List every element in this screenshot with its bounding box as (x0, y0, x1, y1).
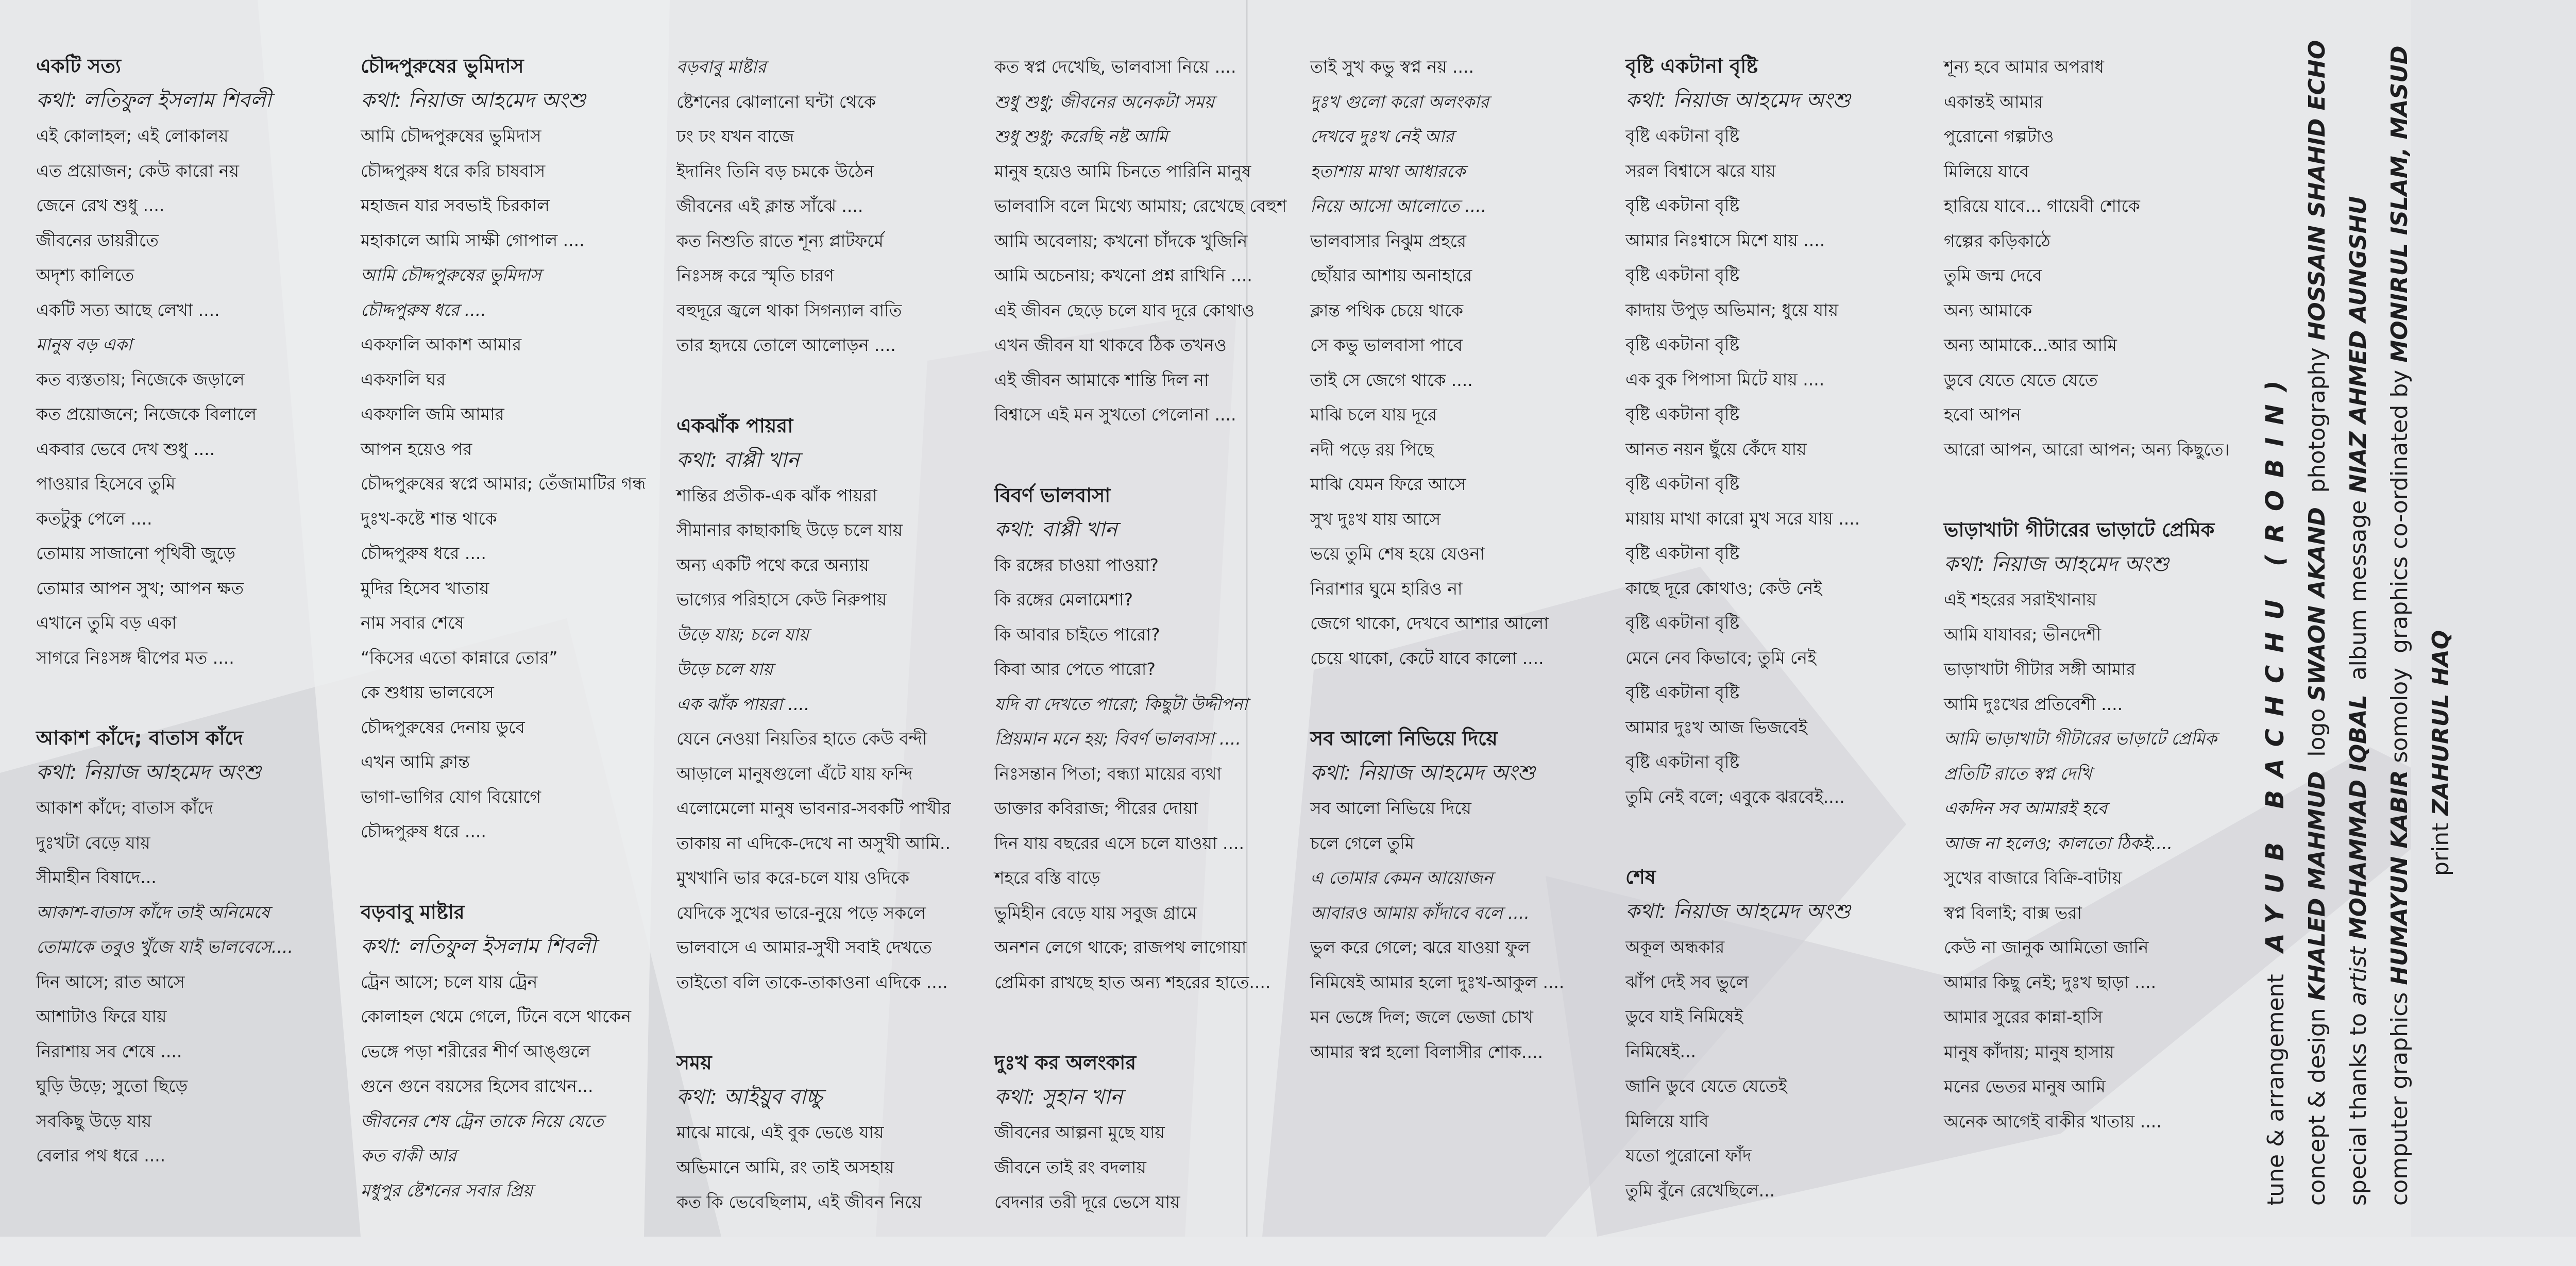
lyric-line: একফালি জমি আমার (361, 404, 504, 424)
lyricist-credit: কথা: নিয়াজ আহমেদ অংশু (361, 89, 586, 112)
lyric-line: যেদিকে সুখের ভারে-নুয়ে পড়ে সকলে (676, 902, 926, 923)
credit-role: graphics co-ordinated by (2386, 369, 2413, 653)
lyric-line: এই জীবন ছেড়ে চলে যাব দূরে কোথাও (994, 300, 1255, 320)
lyric-line: মহাজন যার সবভাই চিরকাল (361, 195, 550, 215)
lyric-line: কেউ না জানুক আমিতো জানি (1944, 937, 2149, 957)
lyric-line: চৌদ্দপুরুষ ধরে করি চাষবাস (361, 160, 546, 181)
lyric-line: এই শহরের সরাইখানায় (1944, 589, 2097, 610)
lyric-line: আমি চৌদ্দপুরুষের ভুমিদাস (361, 126, 541, 146)
song-title: বড়বাবু মাষ্টার (361, 900, 465, 923)
lyric-line: চৌদ্দপুরুষ ধরে .... (361, 543, 486, 563)
lyric-line: ভাগা-ভাগির যোগ বিয়োগে (361, 786, 541, 807)
lyric-line: চৌদ্দপুরুষ ধরে .... (361, 821, 486, 841)
lyric-line: বৃষ্টি একটানা বৃষ্টি (1625, 543, 1740, 563)
lyric-line: চৌদ্দপুরুষের স্বপ্নে আমার; তেঁজামাটির গন্ধ (361, 474, 646, 494)
credit-name: ZAHURUL HAQ (2428, 630, 2454, 816)
lyric-line: নাম সবার শেষে (361, 613, 464, 633)
lyric-line: উড়ে যায়; চলে যায় (676, 624, 809, 645)
song-section (676, 1046, 965, 1220)
lyric-line: আপন হয়েও পর (361, 438, 472, 459)
lyric-line: মানুষ বড় একা (36, 334, 132, 355)
lyric-line: নিঃসঙ্গ করে স্মৃতি চারণ (676, 265, 834, 285)
lyric-line: অন্য আমাকে (1944, 300, 2032, 320)
lyric-line: বৃষ্টি একটানা বৃষ্টি (1625, 334, 1740, 355)
lyrics-column-6 (1625, 49, 1914, 1254)
lyricist-credit: কথা: লতিফুল ইসলাম শিবলী (361, 934, 596, 958)
lyric-line: কে শুধায় ভালবেসে (361, 682, 494, 702)
lyric-line: চৌদ্দপুরুষ ধরে .... (361, 299, 486, 320)
song-section (994, 1046, 1283, 1220)
lyric-line: শুধু শুধু; করেছি নষ্ট আমি (994, 126, 1168, 146)
lyric-line: এ তোমার কেমন আয়োজন (1310, 868, 1493, 888)
lyric-line: মাঝে মাঝে, এই বুক ভেঙে যায় (676, 1122, 884, 1142)
lyric-line: বিশ্বাসে এই মন সুখতো পেলোনা .... (994, 404, 1236, 425)
lyric-line: ছোঁয়ার আশায় অনাহারে (1310, 265, 1472, 285)
lyric-line: বৃষ্টি একটানা বৃষ্টি (1625, 404, 1740, 424)
lyric-line: আবারও আমায় কাঁদাবে বলে .... (1310, 902, 1530, 923)
lyric-line: এখন আমি ক্লান্ত (361, 752, 470, 772)
lyric-line: এত প্রয়োজন; কেউ কারো নয় (36, 160, 240, 181)
lyric-line: কত বাকী আর (361, 1145, 456, 1166)
lyric-line: শুধু শুধু; জীবনের অনেকটা সময় (994, 91, 1215, 112)
lyric-line: তার হৃদয়ে তোলে আলোড়ন .... (676, 335, 896, 355)
lyric-line: আমার সুরের কান্না-হাসি (1944, 1007, 2103, 1027)
credit-role: concept & design (2304, 1008, 2330, 1206)
credit-role: artist (2345, 947, 2371, 1006)
lyric-line: বড়বাবু মাষ্টার (676, 57, 767, 77)
lyric-line: উড়ে চলে যায় (676, 659, 773, 679)
credit-line-concept (2297, 40, 2338, 1206)
lyric-line: সীমাহীন বিষাদে... (36, 867, 157, 887)
lyric-line: ঝাঁপ দেই সব ভুলে (1625, 971, 1749, 992)
lyric-line: অন্য একটি পথে করে অন্যায় (676, 554, 869, 575)
song-section (1310, 49, 1599, 676)
lyric-line: আকাশ কাঁদে; বাতাস কাঁদে (36, 798, 213, 818)
lyric-line: দুঃখ গুলো করো অলংকার (1310, 91, 1489, 112)
lyric-line: মুখখানি ভার করে-চলে যায় ওদিকে (676, 868, 910, 888)
lyric-line: মাঝি চলে যায় দূরে (1310, 404, 1437, 425)
lyric-line: মন ভেঙ্গে দিল; জলে ভেজা চোখ (1310, 1007, 1533, 1027)
credit-role: photography (2304, 347, 2330, 493)
lyric-line: বৃষ্টি একটানা বৃষ্টি (1625, 752, 1740, 772)
lyricist-credit: কথা: নিয়াজ আহমেদ অংশু (1310, 761, 1535, 785)
lyric-line: সবকিছু উড়ে যায় (36, 1110, 152, 1131)
song-section (1944, 49, 2232, 467)
lyric-line: অকূল অন্ধকার (1625, 937, 1725, 957)
lyric-line: দিন আসে; রাত আসে (36, 971, 185, 992)
lyric-line: জানি ডুবে যেতে যেতেই (1625, 1076, 1787, 1096)
lyric-line: গল্পের কড়িকাঠে (1944, 230, 2050, 251)
credit-line-print (2420, 155, 2462, 1206)
lyric-line: সীমানার কাছাকাছি উড়ে চলে যায় (676, 520, 903, 540)
lyric-line: অভিমানে আমি, রং তাই অসহায় (676, 1157, 894, 1177)
lyric-line: কাদায় উপুড় অভিমান; ধুয়ে যায় (1625, 299, 1839, 320)
lyrics-column-3 (676, 49, 965, 1266)
song-title: দুঃখ কর অলংকার (994, 1051, 1137, 1074)
lyricist-credit: কথা: বাপ্পী খান (676, 448, 800, 472)
lyric-line: পাওয়ার হিসেবে তুমি (36, 474, 176, 494)
lyric-line: কত কি ভেবেছিলাম, এই জীবন নিয়ে (676, 1192, 922, 1212)
lyric-line: আজ না হলেও; কালতো ঠিকই.... (1944, 833, 2173, 853)
lyric-line: কি রঙ্গের মেলামেশা? (994, 589, 1133, 610)
lyric-line: ক্লান্ত পথিক চেয়ে থাকে (1310, 300, 1464, 320)
song-title: আকাশ কাঁদে; বাতাস কাঁদে (36, 727, 243, 749)
lyric-line: নিমিষেই... (1625, 1041, 1696, 1061)
song-section (676, 409, 965, 1000)
song-title: একঝাঁক পায়রা (676, 414, 793, 437)
lyricist-credit: কথা: নিয়াজ আহমেদ অংশু (1625, 900, 1851, 923)
lyric-line: আমার দুঃখ আজ ভিজবেই (1625, 717, 1807, 737)
lyricist-credit: কথা: নিয়াজ আহমেদ অংশু (1944, 552, 2169, 576)
lyric-line: মায়ায় মাখা কারো মুখ সরে যায় .... (1625, 508, 1860, 529)
lyric-line: দুঃখ-কষ্টে শান্ত থাকে (361, 508, 497, 529)
lyric-line: চেয়ে থাকো, কেটে যাবে কালো .... (1310, 648, 1544, 668)
lyric-line: আমি যাযাবর; ভীনদেশী (1944, 624, 2102, 645)
lyric-line: নিয়ে আসো আলোতে .... (1310, 196, 1487, 216)
lyric-line: কত স্বপ্ন দেখেছি, ভালবাসা নিয়ে .... (994, 57, 1236, 77)
lyrics-column-7 (1944, 49, 2232, 1185)
song-title: চৌদ্দপুরুষের ভুমিদাস (361, 55, 524, 77)
lyric-line: দিন যায় বছরের এসে চলে যাওয়া .... (994, 833, 1245, 853)
song-section (1310, 722, 1599, 1069)
lyric-line: একফালি আকাশ আমার (361, 334, 522, 355)
lyric-line: বৃষ্টি একটানা বৃষ্টি (1625, 195, 1740, 215)
lyric-line: বৃষ্টি একটানা বৃষ্টি (1625, 265, 1740, 285)
song-section (994, 479, 1283, 1000)
lyric-line: জীবনের এই ক্লান্ত সাঁঝে .... (676, 196, 863, 216)
credit-role: computer graphics (2386, 992, 2413, 1206)
lyric-line: তাকায় না এদিকে-দেখে না অসুখী আমি.. (676, 833, 951, 853)
lyric-line: যদি বা দেখতে পারো; কিছুটা উদ্দীপনা (994, 694, 1248, 714)
lyric-line: ভালবাসি বলে মিথ্যে আমায়; রেখেছে বেহুশ (994, 196, 1287, 216)
lyric-line: আড়ালে মানুষগুলো এঁটে যায় ফন্দি (676, 763, 913, 784)
lyric-line: মেনে নেব কিভাবে; তুমি নেই (1625, 647, 1817, 668)
lyric-line: এক ঝাঁক পায়রা .... (676, 694, 810, 714)
lyric-line: ষ্টেশনের ঝোলানো ঘন্টা থেকে (676, 91, 876, 112)
lyric-line: হারিয়ে যাবে... গায়েবী শোকে (1944, 196, 2140, 216)
lyric-line: আমার কিছু নেই; দুঃখ ছাড়া .... (1944, 972, 2157, 992)
lyric-line: এলোমেলো মানুষ ভাবনার-সবকটি পাখীর (676, 798, 951, 818)
lyric-line: কিবা আর পেতে পারো? (994, 659, 1156, 679)
lyric-line: এখন জীবন যা থাকবে ঠিক তখনও (994, 335, 1227, 355)
lyric-line: আমি অবেলায়; কখনো চাঁদকে খুজিনি (994, 230, 1248, 251)
lyric-line: অন্য আমাকে...আর আমি (1944, 335, 2117, 355)
lyric-line: সাগরে নিঃসঙ্গ দ্বীপের মত .... (36, 647, 234, 668)
lyric-line: মিলিয়ে যাবি (1625, 1110, 1709, 1131)
lyric-line: নিমিষেই আমার হলো দুঃখ-আকুল .... (1310, 972, 1565, 992)
lyric-line: কতটুকু পেলে .... (36, 508, 152, 529)
song-section (994, 49, 1287, 432)
song-section (1944, 513, 2232, 1139)
credit-name: MOHAMMAD IQBAL (2345, 695, 2371, 940)
lyric-line: এখানে তুমি বড় একা (36, 613, 177, 633)
lyric-line: শান্তির প্রতীক-এক ঝাঁক পায়রা (676, 485, 877, 505)
lyric-line: একফালি ঘর (361, 369, 446, 390)
lyric-line: একদিন সব আমারই হবে (1944, 798, 2107, 818)
lyric-line: নিঃসন্তান পিতা; বন্ধ্যা মায়ের ব্যথা (994, 763, 1222, 784)
lyric-line: সে কভু ভালবাসা পাবে (1310, 335, 1463, 355)
lyric-line: মনের ভেতর মানুষ আমি (1944, 1076, 2106, 1096)
song-title: সময় (676, 1051, 712, 1074)
lyrics-column-5 (1310, 49, 1599, 1116)
song-section (361, 49, 649, 849)
lyric-line: ঘুড়ি উড়ে; সুতো ছিড়ে (36, 1076, 188, 1096)
lyric-line: বৃষ্টি একটানা বৃষ্টি (1625, 126, 1740, 146)
lyric-line: হতাশায় মাথা আধারকে (1310, 161, 1466, 181)
lyric-line: জীবনে তাই রং বদলায় (994, 1157, 1146, 1177)
credit-line-thanks (2338, 155, 2379, 1206)
lyric-line: আমি ভাড়াখাটা গীটারের ভাড়াটে প্রেমিক (1944, 729, 2217, 749)
song-title: সব আলো নিভিয়ে দিয়ে (1310, 727, 1498, 750)
lyric-line: সরল বিশ্বাসে ঝরে যায় (1625, 160, 1776, 181)
credit-role: somoloy (2386, 667, 2413, 763)
lyric-line: ভালবাসার নিঝুম প্রহরে (1310, 230, 1467, 251)
lyric-line: সুখ দুঃখ যায় আসে (1310, 509, 1441, 529)
song-section (36, 721, 325, 1173)
lyric-line: দেখবে দুঃখ নেই আর (1310, 126, 1454, 146)
lyric-line: বেদনার তরী দূরে ভেসে যায় (994, 1192, 1180, 1212)
credit-name: NIAZ AHMED AUNGSHU (2345, 196, 2371, 493)
lyric-line: বৃষ্টি একটানা বৃষ্টি (1625, 613, 1740, 633)
song-section (1625, 49, 1914, 814)
credit-name: SWAON AKAND (2304, 507, 2330, 701)
lyric-line: জেনে রেখ শুধু .... (36, 195, 165, 215)
credit-role: logo (2304, 708, 2330, 757)
album-credits (2255, 40, 2462, 1206)
lyric-line: মিলিয়ে যাবে (1944, 161, 2029, 181)
lyric-line: ভাড়াখাটা গীটার সঙ্গী আমার (1944, 659, 2136, 679)
lyric-line: শহরে বস্তি বাড়ে (994, 868, 1100, 888)
credit-name: MONIRUL ISLAM, MASUD (2386, 45, 2413, 363)
song-section (676, 49, 965, 363)
lyric-line: ডুবে যাই নিমিষেই (1625, 1006, 1743, 1026)
lyrics-column-4 (994, 49, 1287, 1266)
lyric-line: অনেক আগেই বাকীর খাতায় .... (1944, 1111, 2162, 1132)
lyric-line: মহাকালে আমি সাক্ষী গোপাল .... (361, 230, 585, 250)
credit-name: HUMAYUN KABIR (2386, 770, 2413, 985)
song-section (361, 896, 649, 1208)
lyric-line: মাঝি যেমন ফিরে আসে (1310, 474, 1466, 494)
lyric-line: আমি চৌদ্দপুরুষের ভুমিদাস (361, 265, 541, 285)
lyricist-credit: কথা: আইয়ুব বাচ্চু (676, 1085, 823, 1109)
lyricist-credit: কথা: নিয়াজ আহমেদ অংশু (1625, 89, 1851, 112)
lyric-line: কি আবার চাইতে পারো? (994, 624, 1160, 645)
lyric-line: চৌদ্দপুরুষের দেনায় ডুবে (361, 717, 525, 737)
lyricist-credit: কথা: সুহান খান (994, 1085, 1123, 1109)
lyric-line: তুমি জন্ম দেবে (1944, 265, 2042, 285)
lyric-line: নদী পড়ে রয় পিছে (1310, 439, 1434, 460)
lyric-line: গুনে গুনে বয়সের হিসেব রাখেন... (361, 1076, 594, 1096)
lyric-line: হবো আপন (1944, 404, 2021, 425)
lyric-line: এক বুক পিপাসা মিটে যায় .... (1625, 369, 1825, 390)
lyric-line: জীবনের আল্পনা মুছে যায় (994, 1122, 1165, 1142)
lyricist-credit: কথা: লতিফুল ইসলাম শিবলী (36, 89, 272, 112)
lyric-line: আরো আপন, আরো আপন; অন্য কিছুতে। (1944, 439, 2230, 460)
lyricist-credit: কথা: বাপ্পী খান (994, 517, 1117, 542)
lyric-line: চলে গেলে তুমি (1310, 833, 1415, 853)
lyric-line: তুমি বুঁনে রেখেছিলে... (1625, 1180, 1775, 1201)
credit-line-tune (2255, 155, 2297, 1206)
lyric-line: বেলার পথ ধরে .... (36, 1145, 166, 1166)
lyric-line: বহুদূরে জ্বলে থাকা সিগন্যাল বাতি (676, 300, 902, 320)
lyric-line: তুমি নেই বলে; এবুকে ঝরবেই.... (1625, 786, 1845, 807)
song-title: বৃষ্টি একটানা বৃষ্টি (1625, 55, 1758, 77)
lyric-line: ইদানিং তিনি বড় চমকে উঠেন (676, 161, 874, 181)
lyric-line: এই কোলাহল; এই লোকালয় (36, 126, 229, 146)
lyric-line: ভয়ে তুমি শেষ হয়ে যেওনা (1310, 544, 1485, 564)
credit-name: HOSSAIN SHAHID ECHO (2304, 40, 2330, 341)
song-title: বিবর্ণ ভালবাসা (994, 483, 1111, 507)
lyric-line: কত ব্যস্ততায়; নিজেকে জড়ালে (36, 369, 245, 390)
song-title: একটি সত্য (36, 55, 121, 77)
lyric-line: কত নিশুতি রাতে শূন্য প্লাটফর্মে (676, 230, 884, 251)
lyric-line: ভুল করে গেলে; ঝরে যাওয়া ফুল (1310, 937, 1531, 957)
lyric-line: অদৃশ্য কালিতে (36, 265, 134, 285)
lyric-line: তোমার আপন সুখ; আপন ক্ষত (36, 578, 244, 598)
lyric-line: আনত নয়ন ছুঁয়ে কেঁদে যায় (1625, 438, 1807, 459)
lyric-line: জেগে থাকো, দেখবে আশার আলো (1310, 613, 1549, 633)
lyric-line: প্রেমিকা রাখছে হাত অন্য শহরের হাতে.... (994, 972, 1271, 992)
lyric-line: কত প্রয়োজনে; নিজেকে বিলালে (36, 404, 257, 424)
lyric-line: তোমায় সাজানো পৃথিবী জুড়ে (36, 543, 235, 563)
lyric-line: আশাটাও ফিরে যায় (36, 1006, 167, 1026)
lyric-line: মানুষ কাঁদায়; মানুষ হাসায় (1944, 1041, 2114, 1062)
song-title: শেষ (1625, 866, 1656, 888)
lyric-line: সুখের বাজারে বিক্রি-বাটায় (1944, 868, 2122, 888)
lyric-line: কি রঙ্গের চাওয়া পাওয়া? (994, 554, 1159, 575)
lyric-line: ভাগ্যের পরিহাসে কেউ নিরুপায় (676, 589, 887, 610)
lyric-line: ট্রেন আসে; চলে যায় ট্রেন (361, 971, 538, 992)
credit-artist-name: AYUB BACHCHU (ROBIN) (2261, 368, 2290, 953)
lyric-line: মুদির হিসেব খাতায় (361, 578, 489, 598)
lyric-line: জীবনের শেষ ট্রেন তাকে নিয়ে যেতে (361, 1110, 604, 1131)
lyric-line: যেনে নেওয়া নিয়তির হাতে কেউ বন্দী (676, 729, 927, 749)
lyric-line: তাই সে জেগে থাকে .... (1310, 369, 1473, 390)
lyric-line: আমি অচেনায়; কখনো প্রশ্ন রাখিনি .... (994, 265, 1252, 285)
credit-role: special thanks to (2345, 1012, 2371, 1206)
lyric-line: একবার ভেবে দেখ শুধু .... (36, 438, 215, 459)
lyric-line: প্রিয়মান মনে হয়; বিবর্ণ ভালবাসা .... (994, 729, 1241, 749)
lyric-line: দুঃখটা বেড়ে যায় (36, 832, 150, 853)
lyric-line: ভুমিহীন বেড়ে যায় সবুজ গ্রামে (994, 902, 1197, 923)
lyric-line: আমার স্বপ্ন হলো বিলাসীর শোক.... (1310, 1041, 1543, 1062)
lyric-line: ভেঙ্গে পড়া শরীরের শীর্ণ আঙ্গুলে (361, 1041, 591, 1061)
lyric-line: “কিসের এতো কান্নারে তোর” (361, 647, 558, 668)
lyric-line: ঢং ঢং যখন বাজে (676, 126, 794, 146)
song-section (1625, 860, 1914, 1208)
lyric-line: বৃষ্টি একটানা বৃষ্টি (1625, 682, 1740, 702)
song-section (36, 49, 325, 675)
lyric-line: একান্তই আমার (1944, 91, 2043, 112)
lyrics-column-2 (361, 49, 649, 1254)
lyric-line: নিরাশার ঘুমে হারিও না (1310, 578, 1463, 599)
lyric-line: ভালবাসে এ আমার-সুখী সবাই দেখতে (676, 937, 932, 957)
lyric-line: আমার নিঃশ্বাসে মিশে যায় .... (1625, 230, 1825, 250)
lyric-line: তাই সুখ কভু স্বপ্ন নয় .... (1310, 57, 1474, 77)
lyric-line: আমি দুঃখের প্রতিবেশী .... (1944, 694, 2123, 714)
lyric-line: প্রতিটি রাতে স্বপ্ন দেখি (1944, 763, 2092, 784)
lyric-line: ডুবে যেতে যেতে যেতে (1944, 369, 2098, 390)
lyric-line: শূন্য হবে আমার অপরাধ (1944, 57, 2104, 77)
lyric-line: ডাক্তার কবিরাজ; পীরের দোয়া (994, 798, 1198, 818)
lyric-line: স্বপ্ন বিলাই; বাক্স ভরা (1944, 902, 2082, 923)
lyric-line: আকাশ-বাতাস কাঁদে তাই অনিমেষে (36, 902, 270, 922)
song-title: ভাড়াখাটা গীটারের ভাড়াটে প্রেমিক (1944, 518, 2215, 541)
credit-line-graphics (2379, 45, 2420, 1206)
lyric-line: এই জীবন আমাকে শান্তি দিল না (994, 369, 1209, 390)
lyric-line: সব আলো নিভিয়ে দিয়ে (1310, 798, 1471, 818)
lyricist-credit: কথা: নিয়াজ আহমেদ অংশু (36, 761, 261, 784)
credit-role: print (2428, 822, 2454, 876)
lyric-line: কোলাহল থেমে গেলে, টিনে বসে থাকেন (361, 1006, 632, 1026)
lyric-line: বৃষ্টি একটানা বৃষ্টি (1625, 474, 1740, 494)
lyric-line: যতো পুরোনো ফাঁদ (1625, 1145, 1752, 1166)
lyric-line: পুরোনো গল্পটাও (1944, 126, 2054, 146)
lyric-line: মধুপুর ষ্টেশনের সবার প্রিয় (361, 1180, 533, 1201)
lyric-line: জীবনের ডায়রীতে (36, 230, 159, 250)
lyric-line: নিরাশায় সব শেষে .... (36, 1041, 182, 1061)
lyrics-column-1 (36, 49, 325, 1220)
lyric-line: মানুষ হয়েও আমি চিনতে পারিনি মানুষ (994, 161, 1251, 181)
credit-role: album message (2345, 500, 2371, 681)
lyric-line: একটি সত্য আছে লেখা .... (36, 299, 220, 320)
credit-role: tune & arrangement (2263, 974, 2289, 1206)
credit-name: KHALED MAHMUD (2304, 771, 2330, 1001)
lyric-line: কাছে দূরে কোথাও; কেউ নেই (1625, 578, 1822, 598)
lyric-line: তাইতো বলি তাকে-তাকাওনা এদিকে .... (676, 972, 948, 992)
lyric-line: অনশন লেগে থাকে; রাজপথ লাগোয়া (994, 937, 1247, 957)
lyric-line: তোমাকে তবুও খুঁজে যাই ভালবেসে.... (36, 937, 293, 957)
